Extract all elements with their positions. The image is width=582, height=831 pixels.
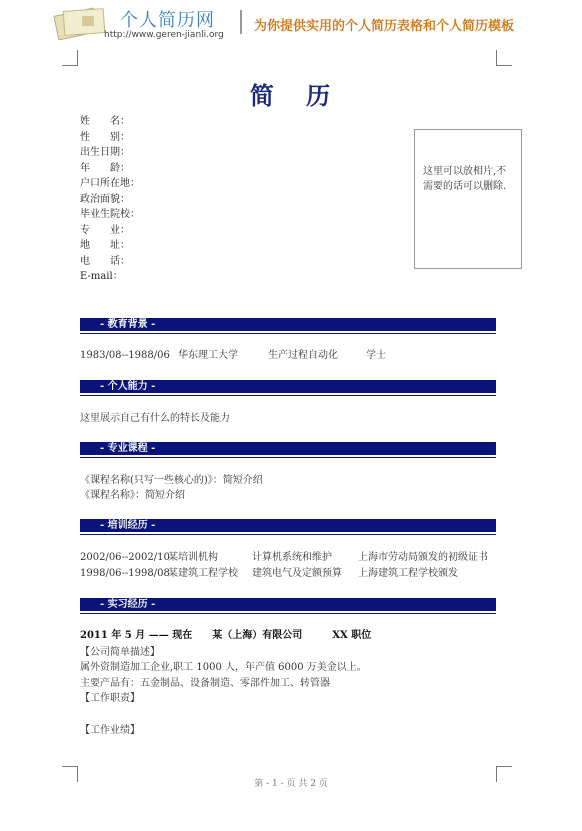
section-title-courses: - 专业课程 - <box>100 443 156 454</box>
training-certificate: 上海建筑工程学校颁发 <box>358 568 458 579</box>
section-title-education: - 教育背景 - <box>100 319 156 330</box>
section-title-training: - 培训经历 - <box>100 520 156 531</box>
training-subject: 建筑电气及定额预算 <box>252 568 342 579</box>
section-bar-courses <box>80 442 496 455</box>
section-bar-training <box>80 519 496 532</box>
training-period: 1998/06--1998/08 <box>80 568 170 579</box>
page-footer: 第 - 1 - 页 共 2 页 <box>254 779 328 789</box>
info-field-political-status: 政治面貌： <box>80 193 130 205</box>
internship-line: 【工作业绩】 <box>80 725 140 736</box>
info-field-address: 地 址： <box>80 240 130 251</box>
ability-text: 这里展示自己有什么的特长及能力 <box>80 413 230 424</box>
info-field-major: 专 业： <box>80 224 130 236</box>
course-line: 《课程名称(只写一些核心的)》：简短介绍 <box>80 475 263 486</box>
info-field-email: E-mail： <box>80 271 123 282</box>
internship-line: 属外资制造加工企业,职工 1000 人，年产值 6000 万美金以上。 <box>80 662 367 673</box>
section-title-internship: - 实习经历 - <box>100 599 156 610</box>
education-row <box>80 348 496 363</box>
education-degree: 学士 <box>366 350 386 361</box>
internship-line: 【公司简单描述】 <box>80 647 160 658</box>
site-slogan: 为你提供实用的个人简历表格和个人简历模板 <box>254 19 515 34</box>
internship-line: 主要产品有：五金制品、设备制造、零部件加工、转管器 <box>80 678 330 689</box>
info-field-hukou: 户口所在地： <box>80 178 140 189</box>
photo-placeholder <box>414 129 522 269</box>
training-row <box>80 550 496 565</box>
training-row <box>80 566 496 581</box>
course-line: 《课程名称》：简短介绍 <box>80 490 185 501</box>
info-field-age: 年 龄： <box>80 162 130 174</box>
resume-title: 简 历 <box>249 81 343 110</box>
training-institution: 某建筑工程学校 <box>168 568 238 579</box>
info-field-phone: 电 话： <box>80 255 130 267</box>
education-period: 1983/08--1988/06 <box>80 350 170 361</box>
training-period: 2002/06--2002/10 <box>80 552 170 563</box>
photo-note: 这里可以放相片,不需要的话可以删除. <box>423 166 507 192</box>
page-corner-mark <box>62 50 78 66</box>
section-bar-internship <box>80 598 496 611</box>
education-major: 生产过程自动化 <box>268 350 338 361</box>
training-certificate: 上海市劳动局颁发的初级证书 <box>358 552 488 563</box>
section-title-ability: - 个人能力 - <box>100 381 156 392</box>
info-field-name: 姓 名： <box>80 116 130 127</box>
banner-divider <box>240 10 242 34</box>
education-school: 华东理工大学 <box>178 350 238 361</box>
internship-line: 【工作职责】 <box>80 693 140 704</box>
training-institution: 某培训机构 <box>168 552 218 563</box>
personal-info-list <box>80 114 140 285</box>
internship-headline: 2011 年 5 月 —— 现在 某（上海）有限公司 XX 职位 <box>80 630 372 641</box>
site-url[interactable]: http://www.geren-jianli.org <box>104 30 224 40</box>
site-name: 个人简历网 <box>120 10 215 31</box>
info-field-birthdate: 出生日期： <box>80 147 130 158</box>
page-corner-mark <box>496 50 512 66</box>
site-banner <box>0 0 582 50</box>
section-bar-education <box>80 318 496 331</box>
info-field-gender: 性 别： <box>80 131 130 143</box>
logo-icon <box>52 6 108 40</box>
training-subject: 计算机系统和维护 <box>252 552 332 563</box>
section-bar-ability <box>80 380 496 393</box>
info-field-school: 毕业生院校： <box>80 209 140 220</box>
